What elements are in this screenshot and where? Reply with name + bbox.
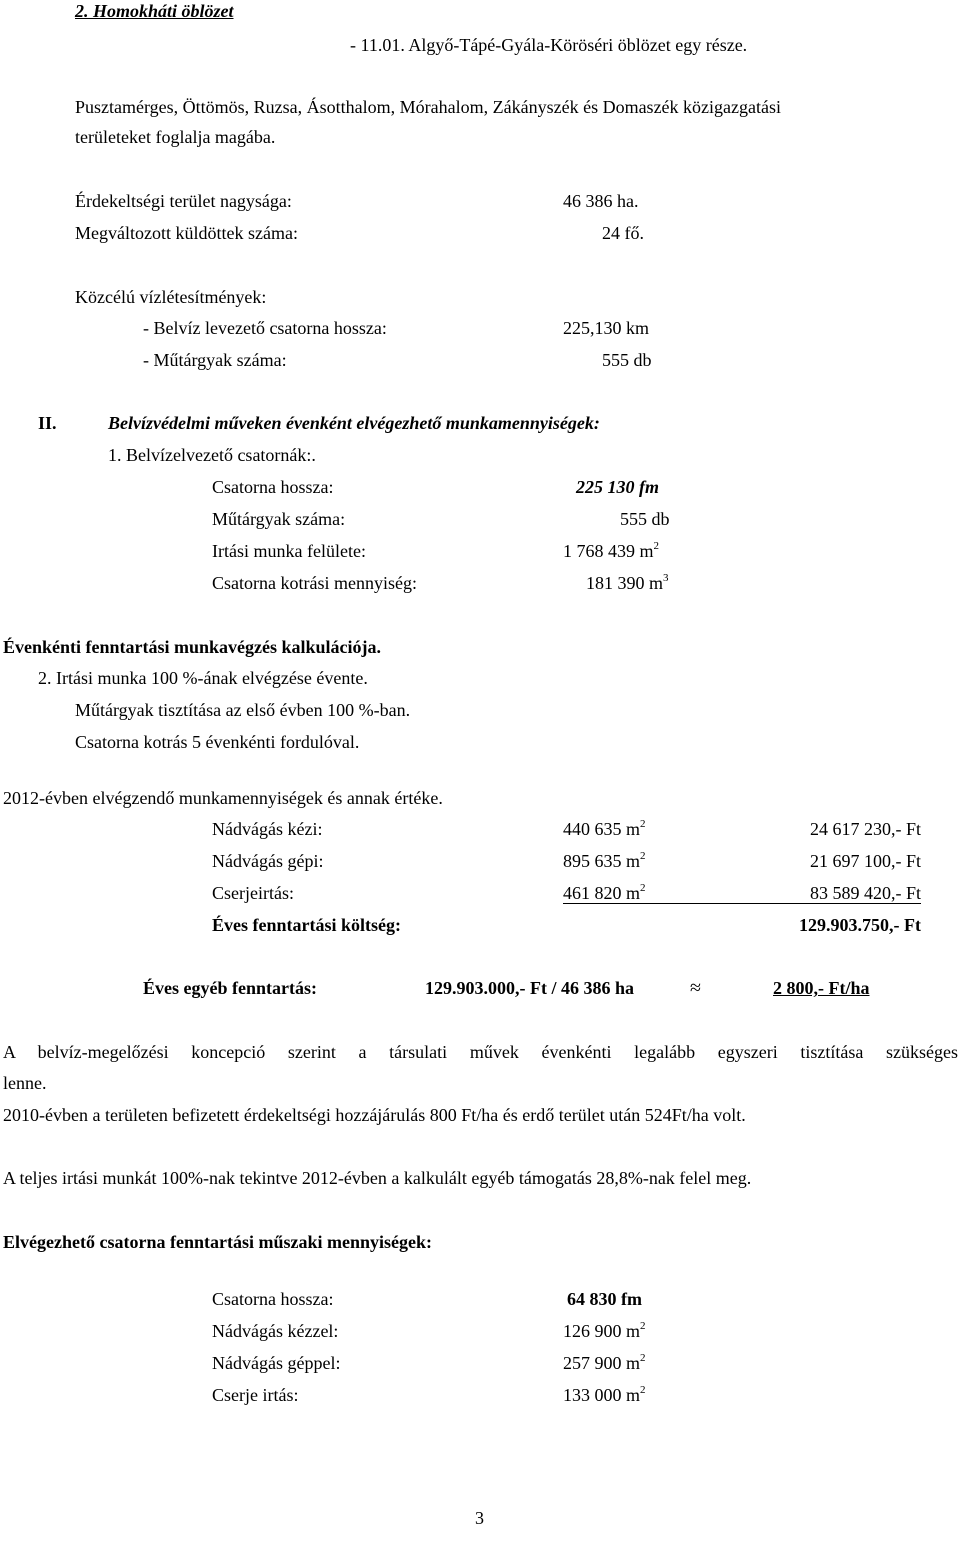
section-number: II. [38,413,57,433]
work-row-qty: 440 635 $m^2$ [563,818,646,839]
tech-row-value: 126 900 $m^2$ [563,1320,646,1341]
work-row-qty: 461 820 $m^2$ [563,882,646,903]
page-number: 3 [475,1508,484,1528]
work-row-label: Cserjeirtás: [212,883,294,903]
intro-line-1: Pusztamérges, Öttömös, Ruzsa, Ásotthalom, Mórahalom, Zákányszék és Domaszék közigazgatási [75,97,781,117]
intro-line-2: területeket foglalja magába. [75,127,276,147]
canal-length-label: - Belvíz levezető csatorna hossza: [143,318,387,338]
total-label: Éves fenntartási költség: [212,915,401,935]
work-row-cost: 83 589 420,- Ft [809,883,921,903]
section-title: Belvízvédelmi műveken évenként elvégezhető munkamennyiségek: [108,413,600,433]
tech-row-value: 133 000 $m^2$ [563,1384,646,1405]
other-result: 2 800,- Ft/ha [773,978,870,998]
canal-row-value: 225 130 fm [576,477,659,497]
canal-row-label: Csatorna hossza: [212,477,334,497]
tech-row-label: Csatorna hossza: [212,1289,334,1309]
delegates-label: Megváltozott küldöttek száma: [75,223,298,243]
section-subtitle: 1. Belvízelvezető csatornák:. [108,445,316,465]
work-row-cost: 24 617 230,- Ft [809,819,921,839]
other-label: Éves egyéb fenntartás: [143,978,317,998]
annual-line-1: 2. Irtási munka 100 %-ának elvégzése évente. [38,668,368,688]
other-calc: 129.903.000,- Ft / 46 386 ha [425,978,634,998]
paragraph-1-line-1: A belvíz-megelőzési koncepció szerint a társulati művek évenkénti legalább egyszeri tisztítása szükséges [3,1042,958,1062]
objects-row-label: Műtárgyak száma: [212,509,346,529]
total-value: 129.903.750,- Ft [799,915,921,935]
area-label: Érdekeltségi terület nagysága: [75,191,292,211]
public-works-title: Közcélú vízlétesítmények: [75,287,267,307]
delegates-value: 24 fő. [602,223,644,243]
annual-line-2: Műtárgyak tisztítása az első évben 100 %-ban. [75,700,411,720]
annual-line-3: Csatorna kotrás 5 évenkénti fordulóval. [75,732,360,752]
tech-row-value: 64 830 fm [567,1289,642,1309]
tech-row-label: Cserje irtás: [212,1385,299,1405]
work-row-label: Nádvágás kézi: [212,819,323,839]
tech-row-value: 257 900 $m^2$ [563,1352,646,1373]
objects-value: 555 db [602,350,652,370]
subheading: - 11.01. Algyő-Tápé-Gyála-Köröséri öblözet egy része. [350,35,748,55]
paragraph-2: 2010-évben a területen befizetett érdekeltségi hozzájárulás 800 Ft/ha és erdő terület után 524Ft/ha volt. [3,1105,746,1125]
dredging-row-value: 181 390 $m^3$ [586,572,669,593]
approx-symbol: ≈ [690,977,701,999]
clearing-row-value: 1 768 439 $m^2$ [563,540,660,561]
work-row-label: Nádvágás gépi: [212,851,324,871]
annual-title: Évenkénti fenntartási munkavégzés kalkulációja. [3,637,382,657]
tech-row-label: Nádvágás géppel: [212,1353,341,1373]
year2012-title: 2012-évben elvégzendő munkamennyiségek és annak értéke. [3,788,443,808]
paragraph-3: A teljes irtási munkát 100%-nak tekintve 2012-évben a kalkulált egyéb támogatás 28,8%-nak felel meg. [3,1168,752,1188]
sum-underline [563,903,921,904]
work-row-qty: 895 635 $m^2$ [563,850,646,871]
paragraph-1-line-2: lenne. [3,1073,47,1093]
dredging-row-label: Csatorna kotrási mennyiség: [212,573,417,593]
area-value: 46 386 ha. [563,191,639,211]
work-row-cost: 21 697 100,- Ft [809,851,921,871]
tech-title: Elvégezhető csatorna fenntartási műszaki mennyiségek: [3,1232,432,1252]
clearing-row-label: Irtási munka felülete: [212,541,366,561]
section-heading: 2. Homokháti öblözet [75,1,234,21]
objects-row-value: 555 db [620,509,670,529]
tech-row-label: Nádvágás kézzel: [212,1321,339,1341]
objects-label: - Műtárgyak száma: [143,350,287,370]
canal-length-value: 225,130 km [563,318,650,338]
